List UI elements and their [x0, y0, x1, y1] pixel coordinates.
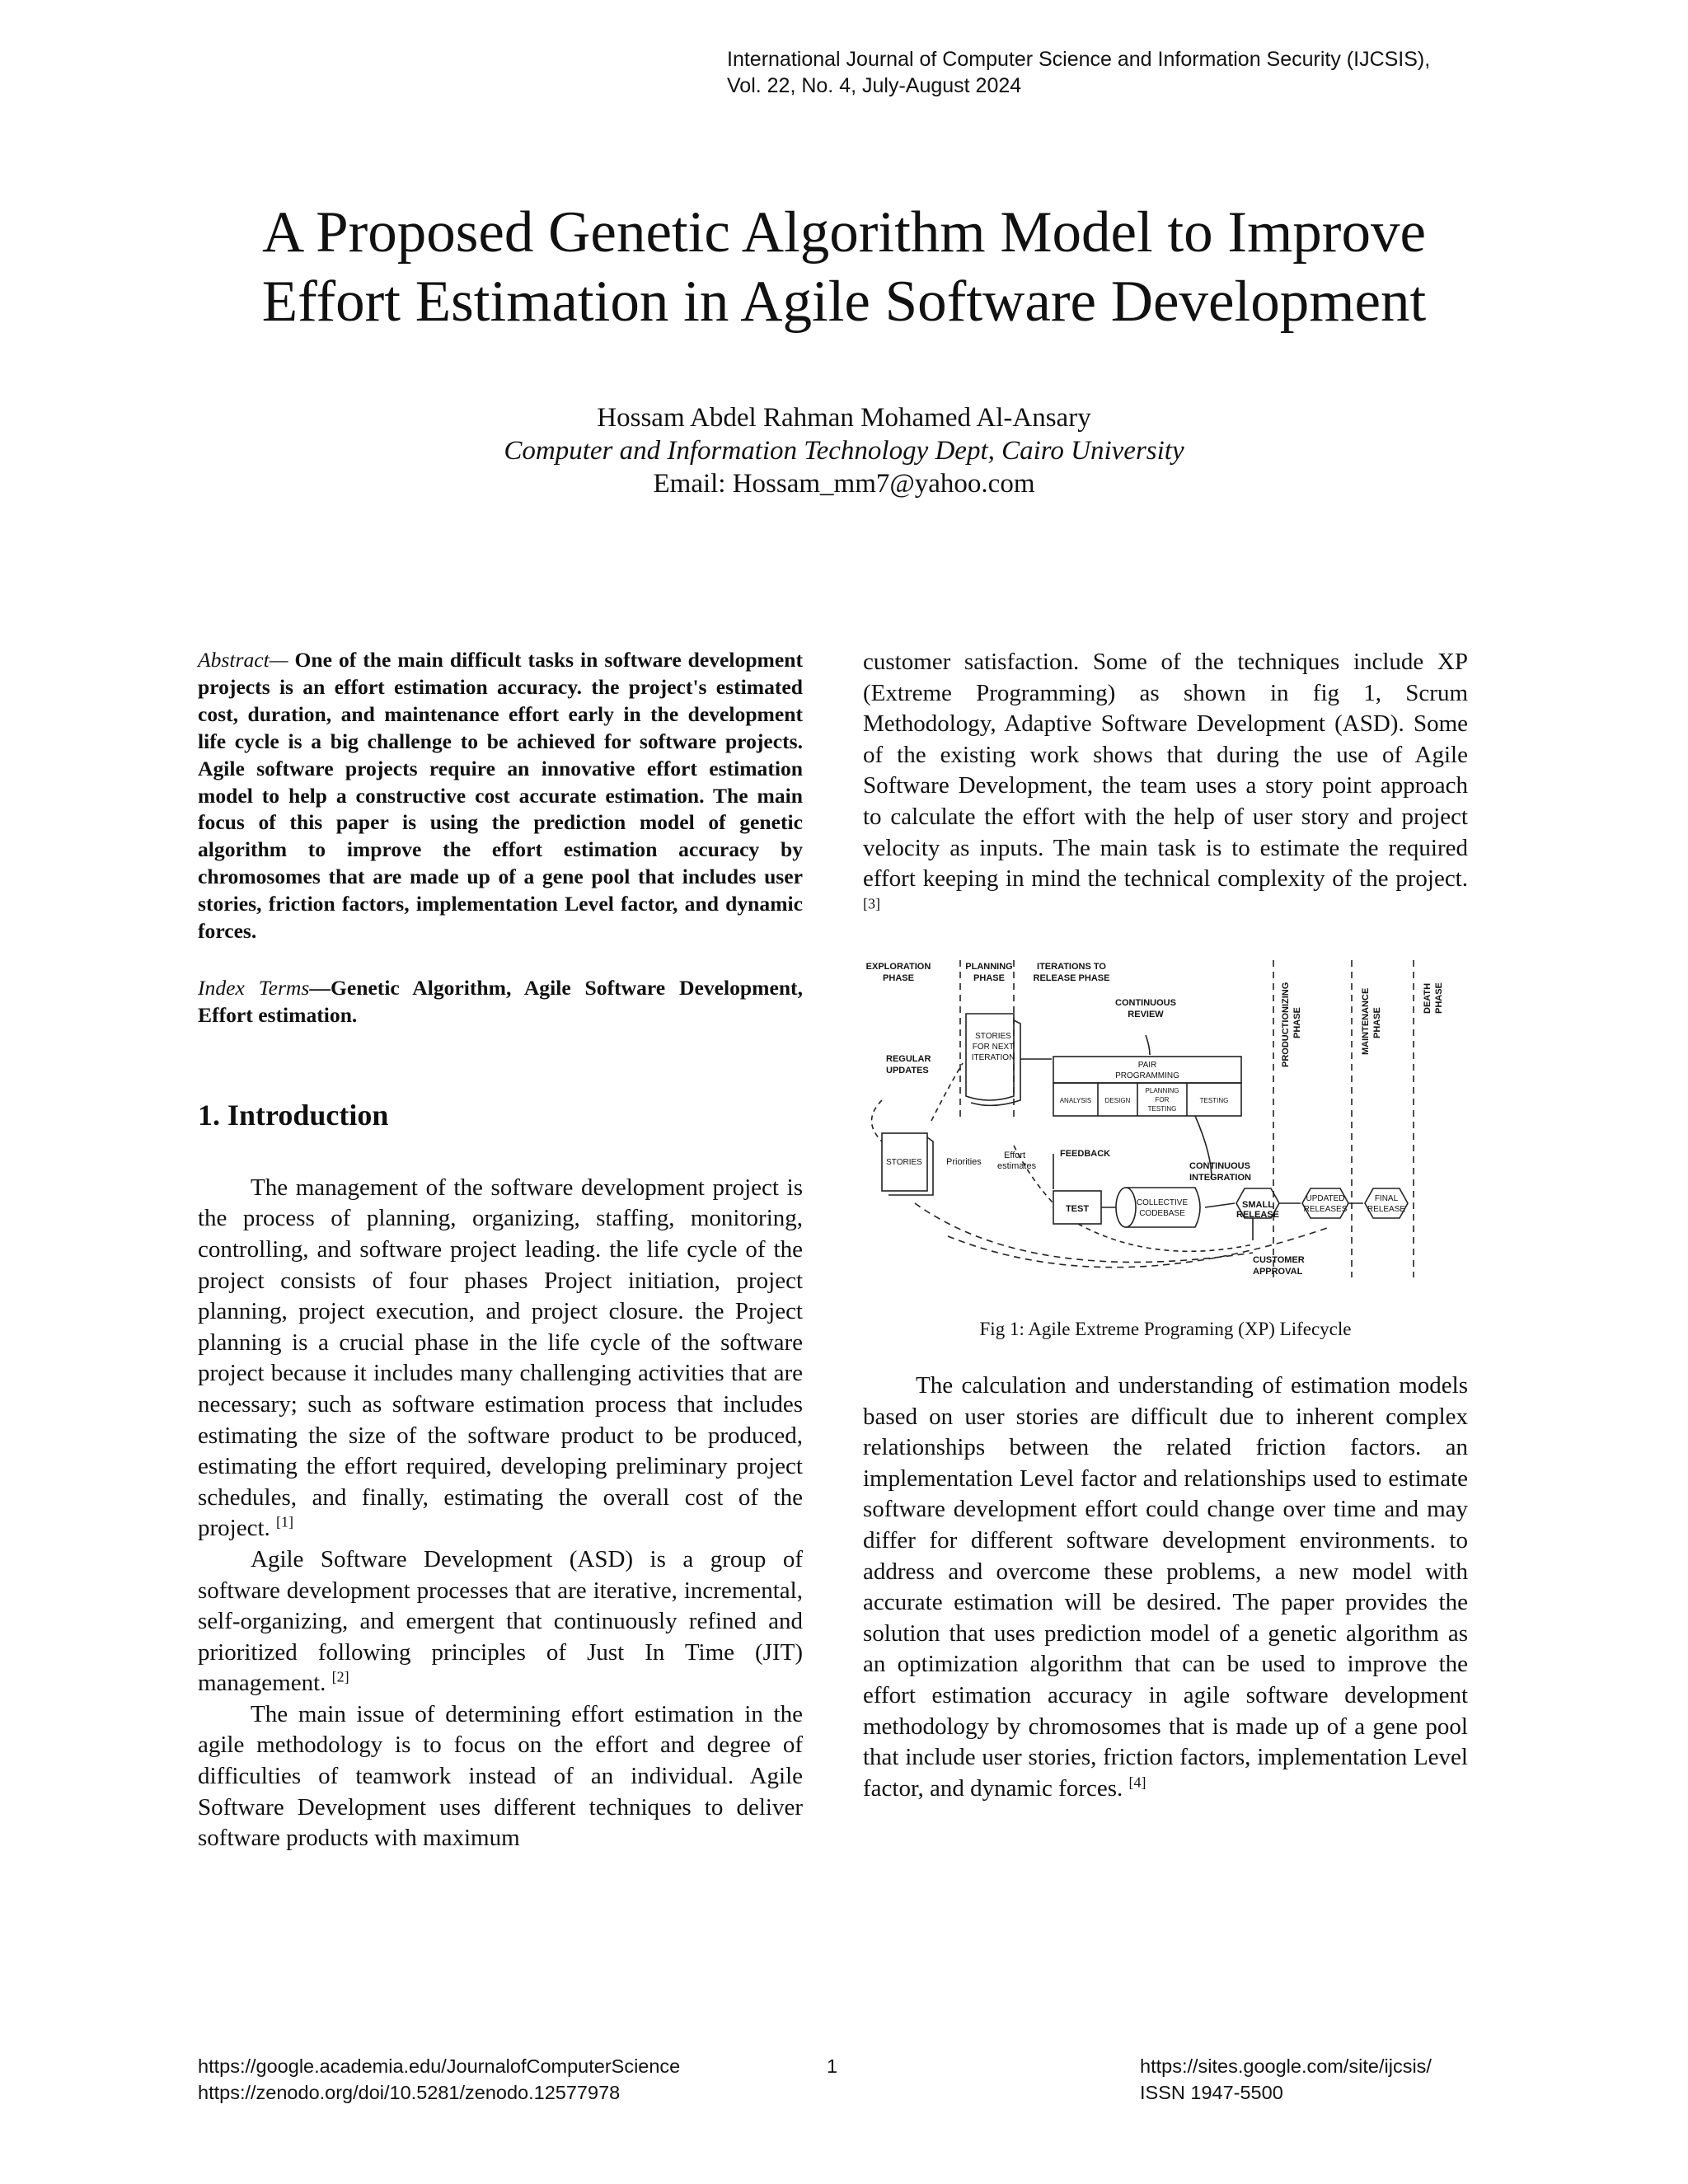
paper-title	[99, 198, 1589, 336]
label-regular: REGULAR	[886, 1054, 931, 1064]
author-email: Email: Hossam_mm7@yahoo.com	[653, 469, 1035, 499]
label-codebase: CODEBASE	[1139, 1209, 1185, 1218]
footer-issn: ISSN 1947-5500	[1140, 2082, 1283, 2103]
label-release-phase: RELEASE PHASE	[1033, 973, 1110, 983]
xp-lifecycle-figure	[865, 956, 1472, 1302]
label-iteration: ITERATION	[971, 1053, 1015, 1062]
label-review: REVIEW	[1128, 1010, 1164, 1019]
label-testing-plan: TESTING	[1147, 1105, 1177, 1113]
label-for: FOR	[1155, 1096, 1170, 1104]
label-exploration-phase: PHASE	[883, 973, 914, 983]
intro-paragraph-3	[198, 1699, 803, 1854]
label-customer: CUSTOMER	[1253, 1255, 1305, 1265]
label-releases: RELEASES	[1303, 1205, 1348, 1214]
page-number: 1	[827, 2055, 838, 2077]
label-stories: STORIES	[886, 1158, 922, 1167]
label-test: TEST	[1065, 1204, 1090, 1214]
intro-paragraph-4	[863, 1371, 1468, 1804]
journal-name: International Journal of Computer Science and Information Security (IJCSIS),	[727, 48, 1431, 71]
label-continuous-review: CONTINUOUS	[1115, 998, 1176, 1008]
citation-4: [4]	[1128, 1774, 1146, 1791]
label-approval: APPROVAL	[1253, 1267, 1303, 1277]
label-maintenance: MAINTENANCE	[1361, 987, 1371, 1055]
intro-paragraph-3-cont-text: customer satisfaction. Some of the techniques include XP (Extreme Programming) as shown in fig 1, Scrum Methodology, Adaptive Software Development (ASD). Some of the existing work shows that during the use of Agile Software Development, the team uses a story point approach to calculate the effort with the help of user story and project velocity as inputs. The main task is to estimate the required effort keeping in mind the technical complexity of the project.	[863, 649, 1468, 893]
index-terms-lead: Index Terms	[198, 975, 310, 1000]
label-small-release: SMALL	[1242, 1200, 1273, 1210]
intro-paragraph-4-text: The calculation and understanding of estimation models based on user stories are difficult due to inherent complex relationships between the related friction factors. an implementation Level factor and relationships used to estimate software development effort could change over time and may differ for different software development environments. to address and overcome these problems, a new model with accurate estimation will be desired. The paper provides the solution that uses prediction model of a genetic algorithm as an optimization algorithm that can be used to improve the effort estimation accuracy in agile software development methodology by chromosomes that is made up of a gene pool that include user stories, friction factors, implementation Level factor, and dynamic forces.	[863, 1372, 1468, 1802]
label-planning: PLANNING	[965, 962, 1013, 972]
label-estimates: estimates	[997, 1161, 1037, 1171]
index-terms-text: —Genetic Algorithm, Agile Software Development, Effort estimation.	[198, 975, 803, 1027]
title-line-1: A Proposed Genetic Algorithm Model to Improve	[262, 200, 1426, 265]
label-iterations: ITERATIONS TO	[1037, 962, 1106, 972]
intro-paragraph-3-text: The main issue of determining effort estimation in the agile methodology is to focus on the effort and degree of difficulties of teamwork instead of an individual. Agile Software Development uses different techniques to deliver software products with maximum	[198, 1700, 803, 1852]
label-final: FINAL	[1374, 1194, 1399, 1203]
intro-paragraph-2-text: Agile Software Development (ASD) is a group of software development processes that are iterative, incremental, self-organizing, and emergent that continuously refined and prioritized following principles of Just In Time (JIT) management.	[198, 1545, 803, 1697]
label-death: DEATH	[1423, 982, 1432, 1014]
label-planning-phase: PHASE	[973, 973, 1005, 983]
label-stories-next: STORIES	[975, 1032, 1011, 1041]
footer-right	[1140, 2053, 1432, 2106]
label-exploration: EXPLORATION	[865, 962, 931, 972]
intro-paragraph-2	[198, 1544, 803, 1699]
label-effort: Effort	[1004, 1151, 1026, 1160]
label-feedback: FEEDBACK	[1060, 1149, 1111, 1159]
abstract	[198, 647, 803, 945]
label-continuous-integration: CONTINUOUS	[1189, 1161, 1250, 1171]
section-heading-introduction: 1. Introduction	[198, 1098, 389, 1132]
label-final-release: RELEASE	[1367, 1205, 1406, 1214]
label-productionizing: PRODUCTIONIZING	[1281, 982, 1291, 1067]
label-pair: PAIR	[1137, 1061, 1157, 1070]
author-name: Hossam Abdel Rahman Mohamed Al-Ansary	[597, 403, 1091, 433]
author-affiliation: Computer and Information Technology Dept, Cairo University	[504, 436, 1184, 466]
footer-sites-link[interactable]: https://sites.google.com/site/ijcsis/	[1140, 2055, 1432, 2077]
label-maintenance-phase: PHASE	[1372, 1007, 1382, 1038]
journal-volume: Vol. 22, No. 4, July-August 2024	[727, 74, 1022, 97]
citation-1: [1]	[276, 1513, 294, 1530]
right-column-top	[863, 647, 1468, 926]
author-block	[99, 401, 1589, 500]
abstract-text: One of the main difficult tasks in software development projects is an effort estimation accuracy. the project's estimated cost, duration, and maintenance effort early in the development life cycle is a big challenge to be achieved for software projects. Agile software projects require an innovative effort estimation model to help a constructive cost accurate estimation. The main focus of this paper is using the prediction model of genetic algorithm to improve the effort estimation accuracy by chromosomes that are made up of a gene pool that includes user stories, friction factors, implementation Level factor, and dynamic forces.	[198, 648, 803, 944]
label-testing: TESTING	[1199, 1097, 1229, 1104]
index-terms	[198, 975, 803, 1029]
label-planning-for: PLANNING	[1145, 1087, 1179, 1094]
abstract-lead: Abstract—	[198, 648, 288, 672]
xp-lifecycle-diagram	[865, 956, 1472, 1302]
label-priorities: Priorities	[946, 1157, 982, 1167]
citation-3: [3]	[863, 895, 880, 912]
label-death-phase: PHASE	[1434, 982, 1444, 1014]
footer-academia-link[interactable]: https://google.academia.edu/JournalofComputerScience	[198, 2055, 681, 2077]
label-programming: PROGRAMMING	[1115, 1071, 1179, 1080]
label-design: DESIGN	[1104, 1097, 1131, 1104]
label-for-next: FOR NEXT	[972, 1043, 1015, 1052]
label-productionizing-phase: PHASE	[1292, 1007, 1302, 1038]
left-column	[198, 647, 803, 1854]
right-column-bottom	[863, 1371, 1468, 1804]
label-updated: UPDATED	[1306, 1194, 1345, 1203]
intro-paragraph-1	[198, 1173, 803, 1544]
label-updates: UPDATES	[886, 1066, 929, 1076]
footer-left	[198, 2053, 680, 2106]
label-analysis: ANALYSIS	[1059, 1097, 1092, 1104]
footer-zenodo-link[interactable]: https://zenodo.org/doi/10.5281/zenodo.12577978	[198, 2082, 621, 2103]
intro-paragraph-3-continued	[863, 647, 1468, 926]
title-line-2: Effort Estimation in Agile Software Development	[261, 269, 1427, 334]
label-integration: INTEGRATION	[1189, 1173, 1251, 1183]
citation-2: [2]	[331, 1668, 349, 1685]
journal-header	[727, 46, 1430, 99]
label-small-release-2: RELEASE	[1236, 1210, 1279, 1220]
label-collective: COLLECTIVE	[1136, 1198, 1189, 1207]
intro-paragraph-1-text: The management of the software development project is the process of planning, organizing, staffing, monitoring, controlling, and software project leading. the life cycle of the project consists of four phases Project initiation, project planning, project execution, and project closure. the Project planning is a crucial phase in the life cycle of the software project because it includes many challenging activities that are necessary; such as software estimation process that includes estimating the size of the software product to be produced, estimating the effort required, developing preliminary project schedules, and finally, estimating the overall cost of the project.	[198, 1174, 803, 1542]
figure-caption: Fig 1: Agile Extreme Programing (XP) Lifecycle	[979, 1319, 1352, 1339]
